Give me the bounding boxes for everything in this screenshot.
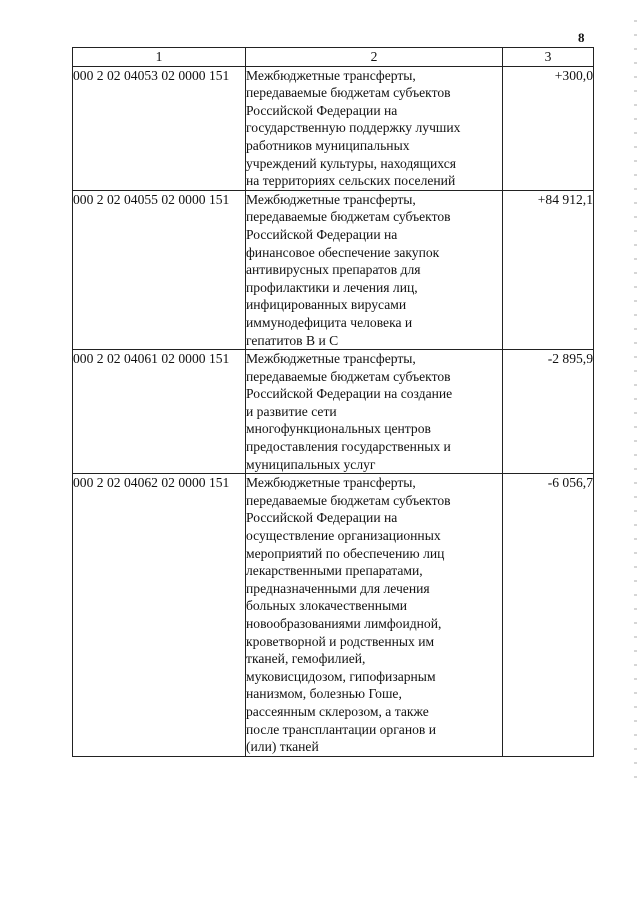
description-line: нанизмом, болезнью Гоше,: [246, 686, 402, 702]
description-line: муниципальных услуг: [246, 456, 376, 472]
description-line: тканей, гемофилией,: [246, 651, 366, 667]
description-line: Российской Федерации на: [246, 226, 398, 242]
description-line: (или) тканей: [246, 739, 319, 755]
description-line: гепатитов В и С: [246, 332, 339, 348]
description-line: осуществление организационных: [246, 528, 441, 544]
budget-amount: +84 912,1: [503, 190, 594, 349]
description-line: Российской Федерации на: [246, 510, 398, 526]
table-header-row: [73, 48, 594, 67]
budget-code: 000 2 02 04062 02 0000 151: [73, 474, 246, 757]
description-line: лекарственными препаратами,: [246, 563, 423, 579]
description-line: кроветворной и родственных им: [246, 633, 435, 649]
page-number: 8: [578, 30, 585, 45]
table-row: [73, 474, 594, 757]
description-line: передаваемые бюджетам субъектов: [246, 209, 451, 225]
description-line: инфицированных вирусами: [246, 297, 407, 313]
description-line: Российской Федерации на: [246, 102, 398, 118]
description-line: Межбюджетные трансферты,: [246, 67, 416, 83]
description-line: рассеянным склерозом, а также: [246, 703, 429, 719]
scan-edge-marks: [634, 20, 637, 780]
description-line: многофункциональных центров: [246, 421, 431, 437]
description-line: предоставления государственных и: [246, 439, 451, 455]
description-line: передаваемые бюджетам субъектов: [246, 85, 451, 101]
budget-description: [246, 190, 503, 349]
description-line: профилактики и лечения лиц,: [246, 279, 418, 295]
description-line: предназначенными для лечения: [246, 580, 430, 596]
budget-amount: +300,0: [503, 66, 594, 190]
budget-description: [246, 474, 503, 757]
description-line: Межбюджетные трансферты,: [246, 475, 416, 491]
description-line: передаваемые бюджетам субъектов: [246, 492, 451, 508]
description-line: на территориях сельских поселений: [246, 173, 456, 189]
description-line: учреждений культуры, находящихся: [246, 155, 456, 171]
description-line: государственную поддержку лучших: [246, 120, 461, 136]
column-header-2: 2: [246, 48, 503, 67]
budget-amount: -6 056,7: [503, 474, 594, 757]
budget-table: [72, 47, 594, 757]
table-row: [73, 350, 594, 474]
description-line: Межбюджетные трансферты,: [246, 351, 416, 367]
description-line: новообразованиями лимфоидной,: [246, 616, 442, 631]
description-line: передаваемые бюджетам субъектов: [246, 368, 451, 384]
budget-code: 000 2 02 04053 02 0000 151: [73, 66, 246, 190]
column-header-1: 1: [73, 48, 246, 67]
description-line: после трансплантации органов и: [246, 721, 437, 737]
description-line: Межбюджетные трансферты,: [246, 191, 416, 207]
table-row: [73, 190, 594, 349]
description-line: финансовое обеспечение закупок: [246, 244, 440, 260]
table-row: [73, 66, 594, 190]
table-body: [73, 66, 594, 756]
description-line: Российской Федерации на создание: [246, 386, 453, 402]
description-line: антивирусных препаратов для: [246, 262, 421, 278]
description-line: работников муниципальных: [246, 137, 410, 153]
budget-code: 000 2 02 04061 02 0000 151: [73, 350, 246, 474]
description-line: мероприятий по обеспечению лиц: [246, 545, 445, 561]
budget-code: 000 2 02 04055 02 0000 151: [73, 190, 246, 349]
budget-description: [246, 350, 503, 474]
column-header-3: 3: [503, 48, 594, 67]
description-line: муковисцидозом, гипофизарным: [246, 668, 436, 684]
description-line: больных злокачественными: [246, 598, 408, 614]
budget-description: [246, 66, 503, 190]
description-line: и развитие сети: [246, 403, 337, 419]
budget-amount: -2 895,9: [503, 350, 594, 474]
description-line: иммунодефицита человека и: [246, 314, 413, 330]
